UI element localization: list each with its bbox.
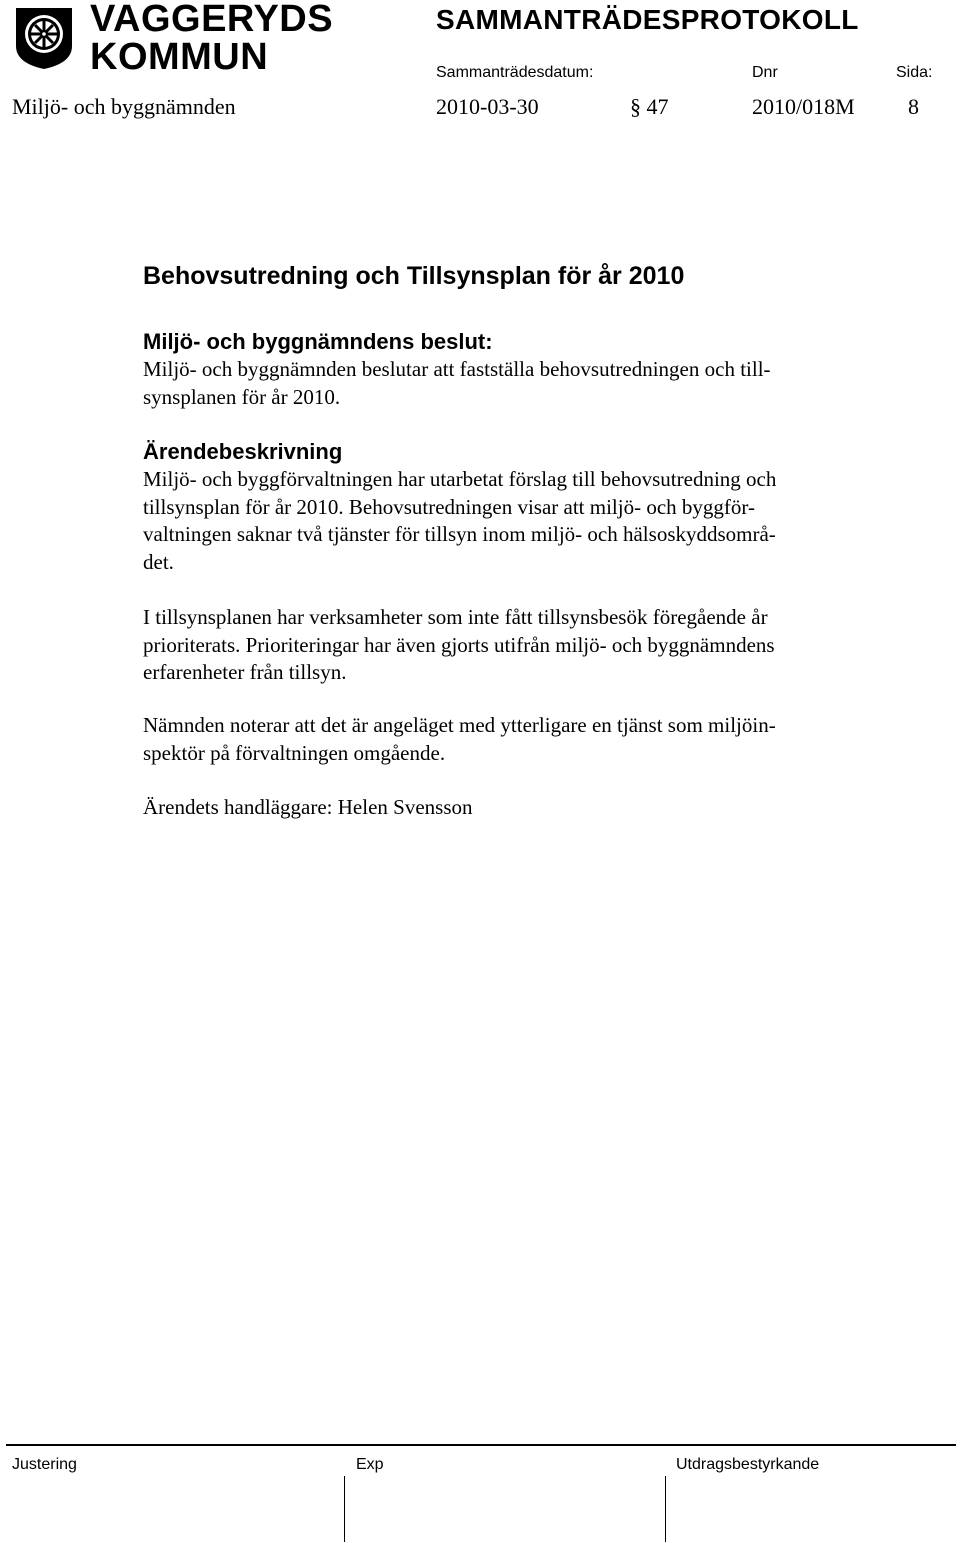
board-name: Miljö- och byggnämnden <box>12 94 236 119</box>
description-heading: Ärendebeskrivning <box>143 439 343 464</box>
wordmark-line-2: KOMMUN <box>90 36 269 78</box>
note-line: Nämnden noterar att det är angeläget med ytterligare en tjänst som miljöin- <box>143 713 776 737</box>
meeting-date: 2010-03-30 <box>436 94 539 119</box>
note-section <box>143 712 883 767</box>
priority-line: I tillsynsplanen har verksamheter som inte fått tillsynsbesök föregående år <box>143 605 768 629</box>
handler-section <box>143 794 883 822</box>
decision-text <box>143 356 883 411</box>
matter-title: Behovsutredning och Tillsynsplan för år 2010 <box>143 262 685 290</box>
municipality-emblem-icon <box>12 6 76 70</box>
document-type-title: SAMMANTRÄDESPROTOKOLL <box>436 4 859 35</box>
dnr-label: Dnr <box>752 64 778 81</box>
description-line: det. <box>143 549 174 574</box>
municipality-wordmark <box>90 0 333 76</box>
description-line: valtningen saknar två tjänster för tillsyn inom miljö- och hälsoskyddsområ- <box>143 522 776 546</box>
dnr-value: 2010/018M <box>752 94 855 119</box>
utdragsbestyrkande-label: Utdragsbestyrkande <box>676 1456 820 1473</box>
description-line: tillsynsplan för år 2010. Behovsutredningen visar att miljö- och byggför- <box>143 494 755 519</box>
priority-line: erfarenheter från tillsyn. <box>143 660 347 684</box>
justering-label: Justering <box>12 1456 77 1473</box>
priority-line: prioriterats. Prioriteringar har även gjorts utifrån miljö- och byggnämndens <box>143 632 775 657</box>
decision-heading: Miljö- och byggnämndens beslut: <box>143 329 493 354</box>
priority-section <box>143 604 883 687</box>
page-label: Sida: <box>896 64 933 81</box>
description-section <box>143 438 883 576</box>
footer-divider <box>344 1476 345 1542</box>
decision-line: synsplanen för år 2010. <box>143 384 341 409</box>
exp-label: Exp <box>356 1456 384 1473</box>
wordmark-line-1: VAGGERYDS <box>90 0 334 40</box>
description-text <box>143 466 883 576</box>
meeting-date-label: Sammanträdesdatum: <box>436 64 594 81</box>
decision-line: Miljö- och byggnämnden beslutar att fastställa behovsutredningen och till- <box>143 357 771 381</box>
priority-text <box>143 604 883 687</box>
note-line: spektör på förvaltningen omgående. <box>143 740 446 765</box>
case-handler: Ärendets handläggare: Helen Svensson <box>143 795 473 819</box>
footer-rule <box>6 1444 956 1446</box>
footer-divider <box>665 1476 666 1542</box>
paragraph-number: § 47 <box>630 94 669 119</box>
decision-section <box>143 328 883 411</box>
description-line: Miljö- och byggförvaltningen har utarbetat förslag till behovsutredning och <box>143 467 777 491</box>
note-text <box>143 712 883 767</box>
page-number: 8 <box>908 94 919 119</box>
